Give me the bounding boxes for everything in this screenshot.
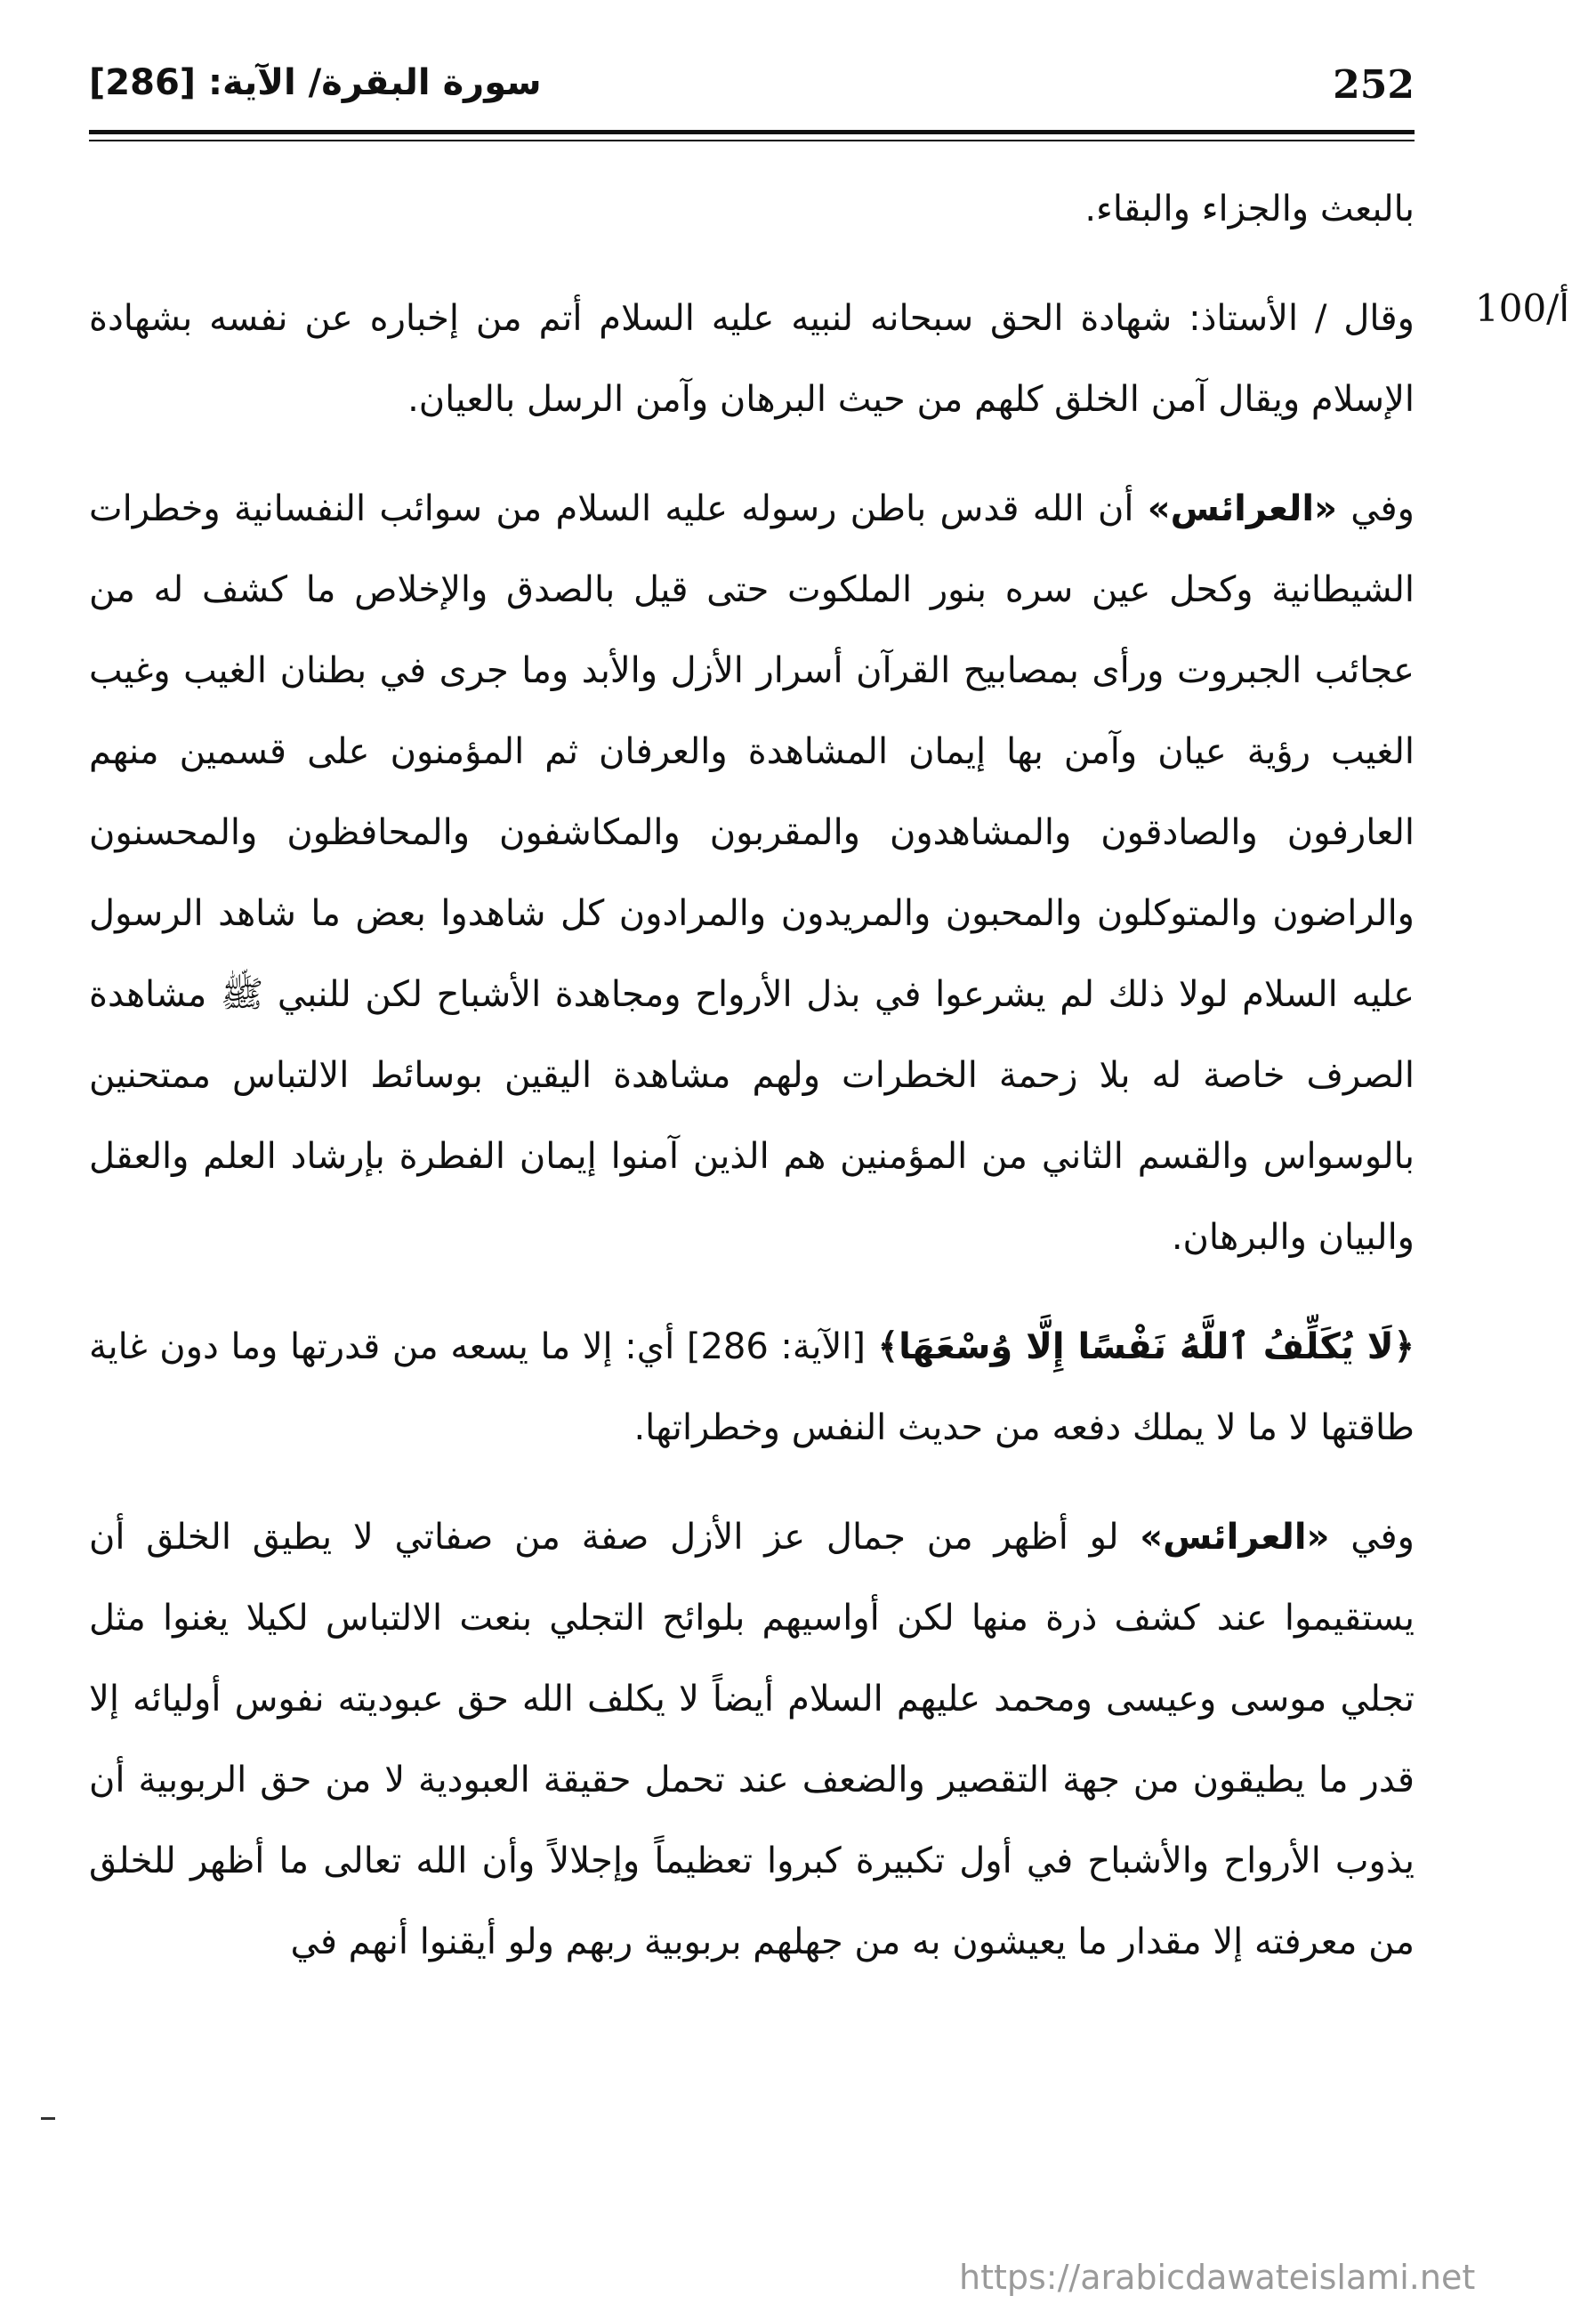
book-title-alaraes: «العرائس» [1140,1517,1330,1558]
paragraph-text: لو أظهر من جمال عز الأزل صفة من صفاتي لا يطيق الخلق أن يستقيموا عند كشف ذرة منها لكن أواسيهم بلوائح التجلي بنعت الالتباس لكيلا يغنوا مثل تجلي موسى وعيسى ومحمد عليهم السلام أيضاً لا يكلف الله حق عبوديته نفوس أوليائه إلا قدر ما يطيقون من جهة التقصير والضعف عند تحمل حقيقة العبودية لا من حق الربوبية أن يذوب الأرواح والأشباح في أول تكبيرة كبروا تعظيماً وإجلالاً وأن الله تعالى ما أظهر للخلق من معرفته إلا مقدار ما يعيشون به من جهلهم بربوبية ربهم ولو أيقنوا أنهم في [89,1517,1415,1962]
paragraph-3 [89,469,1415,1278]
book-title-alaraes: «العرائس» [1147,488,1337,529]
paragraph-text: بالبعث والجزاء والبقاء. [1084,189,1415,230]
watermark-url: https://arabicdawateislami.net [959,2258,1476,2297]
scan-mark [41,2117,55,2120]
paragraph-2 [89,278,1415,440]
paragraph-text: أن الله قدس باطن رسوله عليه السلام من سوائب النفسانية وخطرات الشيطانية وكحل عين سره بنور الملكوت حتى قيل بالصدق والإخلاص ما كشف له من عجائب الجبروت ورأى بمصابيح القرآن أسرار الأزل والأبد وما جرى في بطنان الغيب وغيب الغيب رؤية عيان وآمن بها إيمان المشاهدة والعرفان ثم المؤمنون على قسمين منهم العارفون والصادقون والمشاهدون والمقربون والمكاشفون والمحافظون والمحسنون والراضون والمتوكلون والمحبون والمريدون والمرادون كل شاهدوا بعض ما شاهد الرسول عليه السلام لولا ذلك لم يشرعوا في بذل الأرواح ومجاهدة الأشباح لكن للنبي ﷺ مشاهدة الصرف خاصة له بلا زحمة الخطرات ولهم مشاهدة اليقين بوسائط الالتباس ممتحنين بالوسواس والقسم الثاني من المؤمنين هم الذين آمنوا إيمان الفطرة بإرشاد العلم والعقل والبيان والبرهان. [89,488,1415,1258]
page-header [89,62,1415,125]
paragraph-4 [89,1307,1415,1469]
margin-folio-reference: 100/أ [1475,286,1569,330]
paragraph-1 [89,169,1415,250]
body-text [89,169,1415,1983]
running-title: سورة البقرة/ الآية: [286] [89,62,542,103]
quran-verse: ﴿لَا يُكَلِّفُ ٱللَّهُ نَفْسًا إِلَّا وُسْعَهَا﴾ [877,1326,1415,1367]
header-rule-thick [89,130,1415,134]
paragraph-text: وقال / الأستاذ: شهادة الحق سبحانه لنبيه عليه السلام أتم من إخباره عن نفسه بشهادة الإسلام ويقال آمن الخلق كلهم من حيث البرهان وآمن الرسل بالعيان. [89,298,1415,420]
paragraph-prefix: وفي [1329,1517,1415,1558]
paragraph-prefix: وفي [1336,488,1415,529]
paragraph-5 [89,1497,1415,1983]
paragraph-text: [الآية: 286] أي: إلا ما يسعه من قدرتها وما دون غاية طاقتها لا ما لا يملك دفعه من حديث النفس وخطراتها. [89,1326,1415,1448]
header-rule-thin [89,140,1415,141]
page-number: 252 [1333,62,1415,108]
